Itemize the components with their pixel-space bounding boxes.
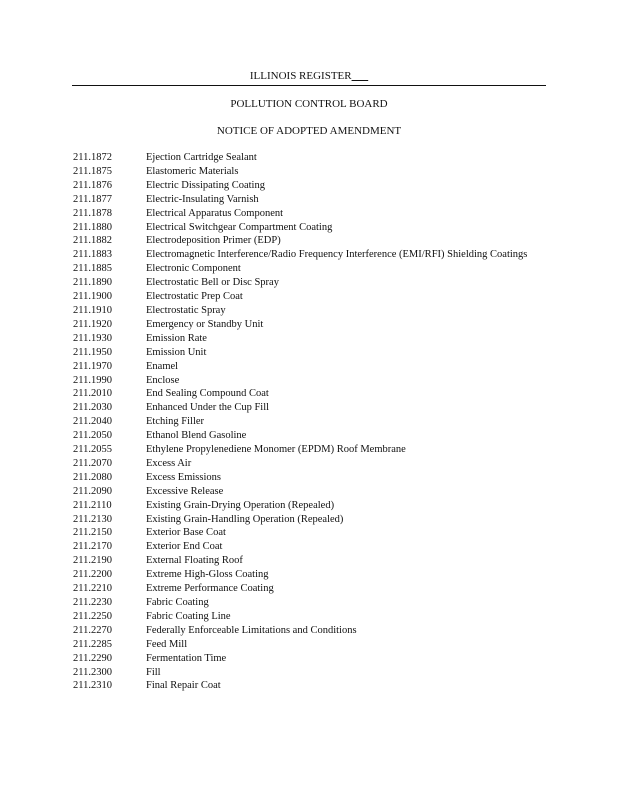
section-entry <box>73 193 548 207</box>
section-entry <box>73 471 548 485</box>
section-list <box>73 151 548 693</box>
section-term: Excessive Release <box>146 485 224 497</box>
section-entry <box>73 679 548 693</box>
section-term: Excess Air <box>146 457 192 469</box>
section-term: Electromagnetic Interference/Radio Frequency Interference (EMI/RFI) Shielding Coatings <box>146 249 528 261</box>
section-term: End Sealing Compound Coat <box>146 388 269 400</box>
section-term: Electrostatic Bell or Disc Spray <box>146 277 279 289</box>
section-number: 211.1920 <box>73 318 112 330</box>
section-number: 211.2040 <box>73 416 112 428</box>
section-entry <box>73 568 548 582</box>
section-entry <box>73 638 548 652</box>
section-term: Enclose <box>146 374 180 386</box>
section-number: 211.2230 <box>73 597 112 608</box>
section-number: 211.2030 <box>73 402 112 414</box>
section-number: 211.1875 <box>73 165 112 177</box>
header-rule <box>72 85 546 86</box>
section-number: 211.1883 <box>73 249 112 261</box>
register-title-text: ILLINOIS REGISTER <box>249 70 352 82</box>
section-entry <box>73 151 548 165</box>
section-number: 211.2050 <box>73 430 112 442</box>
section-number: 211.1882 <box>73 235 112 247</box>
section-term: Extreme High-Gloss Coating <box>146 569 269 581</box>
section-term: Final Repair Coat <box>146 680 221 692</box>
section-entry <box>73 554 548 568</box>
section-entry <box>73 443 548 457</box>
section-entry <box>73 415 548 429</box>
section-number: 211.2210 <box>73 583 112 595</box>
section-entry <box>73 165 548 179</box>
section-number: 211.1900 <box>73 291 112 303</box>
section-number: 211.2090 <box>73 485 112 497</box>
notice-title: NOTICE OF ADOPTED AMENDMENT <box>216 125 402 137</box>
section-term: External Floating Roof <box>146 555 243 567</box>
section-term: Excess Emissions <box>146 471 221 483</box>
section-term: Fermentation Time <box>146 652 227 664</box>
section-entry <box>73 248 548 262</box>
section-term: Emission Rate <box>146 332 207 344</box>
section-entry <box>73 499 548 513</box>
section-term: Fill <box>146 666 161 678</box>
section-number: 211.1877 <box>73 193 112 205</box>
section-term: Electrical Apparatus Component <box>146 207 284 219</box>
section-term: Federally Enforceable Limitations and Conditions <box>146 624 357 636</box>
section-entry <box>73 262 548 276</box>
section-number: 211.2055 <box>73 444 112 456</box>
section-number: 211.1885 <box>73 263 112 275</box>
section-term: Extreme Performance Coating <box>146 583 274 595</box>
section-term: Electric-Insulating Varnish <box>146 193 259 205</box>
section-entry <box>73 485 548 499</box>
section-entry <box>73 513 548 527</box>
section-number: 211.2310 <box>73 680 112 692</box>
section-number: 211.2290 <box>73 652 112 664</box>
section-term: Enhanced Under the Cup Fill <box>146 402 270 414</box>
section-entry <box>73 304 548 318</box>
section-number: 211.2150 <box>73 527 112 539</box>
section-number: 211.1950 <box>73 346 112 358</box>
section-number: 211.2300 <box>73 666 112 678</box>
section-number: 211.2010 <box>73 388 112 400</box>
section-entry <box>73 360 548 374</box>
section-number: 211.2110 <box>73 499 112 511</box>
section-term: Emergency or Standby Unit <box>146 318 264 330</box>
section-entry <box>73 234 548 248</box>
section-entry <box>73 457 548 471</box>
section-number: 211.1970 <box>73 360 112 372</box>
section-term: Ejection Cartridge Sealant <box>146 152 257 163</box>
section-number: 211.1910 <box>73 304 112 316</box>
register-title-underscores: ___ <box>351 70 369 82</box>
section-entry <box>73 387 548 401</box>
section-entry <box>73 596 548 610</box>
section-entry <box>73 540 548 554</box>
section-entry <box>73 582 548 596</box>
section-number: 211.2250 <box>73 610 112 622</box>
section-term: Exterior End Coat <box>146 541 223 553</box>
section-number: 211.2270 <box>73 624 112 636</box>
section-entry <box>73 290 548 304</box>
section-term: Emission Unit <box>146 346 207 358</box>
section-term: Existing Grain-Drying Operation (Repealed) <box>146 499 335 511</box>
section-term: Feed Mill <box>146 638 188 650</box>
section-number: 211.2190 <box>73 555 112 567</box>
section-number: 211.1930 <box>73 332 112 344</box>
section-entry <box>73 374 548 388</box>
section-term: Electrostatic Spray <box>146 304 226 316</box>
section-entry <box>73 610 548 624</box>
section-term: Existing Grain-Handling Operation (Repealed) <box>146 513 344 525</box>
section-number: 211.2200 <box>73 569 112 581</box>
section-entry <box>73 207 548 221</box>
section-term: Elastomeric Materials <box>146 165 239 177</box>
section-entry <box>73 401 548 415</box>
section-term: Enamel <box>146 360 179 372</box>
section-term: Electrodeposition Primer (EDP) <box>146 235 281 247</box>
section-number: 211.1876 <box>73 179 112 191</box>
section-number: 211.2080 <box>73 471 112 483</box>
section-entry <box>73 666 548 680</box>
section-term: Ethanol Blend Gasoline <box>146 430 247 442</box>
section-number: 211.1890 <box>73 277 112 289</box>
section-number: 211.1878 <box>73 207 112 219</box>
section-entry <box>73 276 548 290</box>
section-term: Electronic Component <box>146 263 241 275</box>
section-term: Fabric Coating <box>146 597 209 608</box>
section-number: 211.2285 <box>73 638 112 650</box>
section-term: Exterior Base Coat <box>146 527 226 539</box>
section-number: 211.1872 <box>73 152 112 163</box>
section-entry <box>73 332 548 346</box>
section-entry <box>73 624 548 638</box>
section-term: Etching Filler <box>146 416 205 428</box>
section-term: Electrical Switchgear Compartment Coating <box>146 221 333 233</box>
section-term: Electrostatic Prep Coat <box>146 291 243 303</box>
section-entry <box>73 346 548 360</box>
section-entry <box>73 429 548 443</box>
section-number: 211.1990 <box>73 374 112 386</box>
section-entry <box>73 526 548 540</box>
section-number: 211.1880 <box>73 221 112 233</box>
section-term: Electric Dissipating Coating <box>146 179 265 191</box>
board-title: POLLUTION CONTROL BOARD <box>230 98 388 110</box>
section-term: Fabric Coating Line <box>146 610 231 622</box>
section-term: Ethylene Propylenediene Monomer (EPDM) Roof Membrane <box>146 444 406 456</box>
section-number: 211.2170 <box>73 541 112 553</box>
section-entry <box>73 221 548 235</box>
section-number: 211.2070 <box>73 457 112 469</box>
register-title <box>0 69 618 83</box>
section-entry <box>73 318 548 332</box>
section-entry <box>73 652 548 666</box>
section-number: 211.2130 <box>73 513 112 525</box>
section-entry <box>73 179 548 193</box>
